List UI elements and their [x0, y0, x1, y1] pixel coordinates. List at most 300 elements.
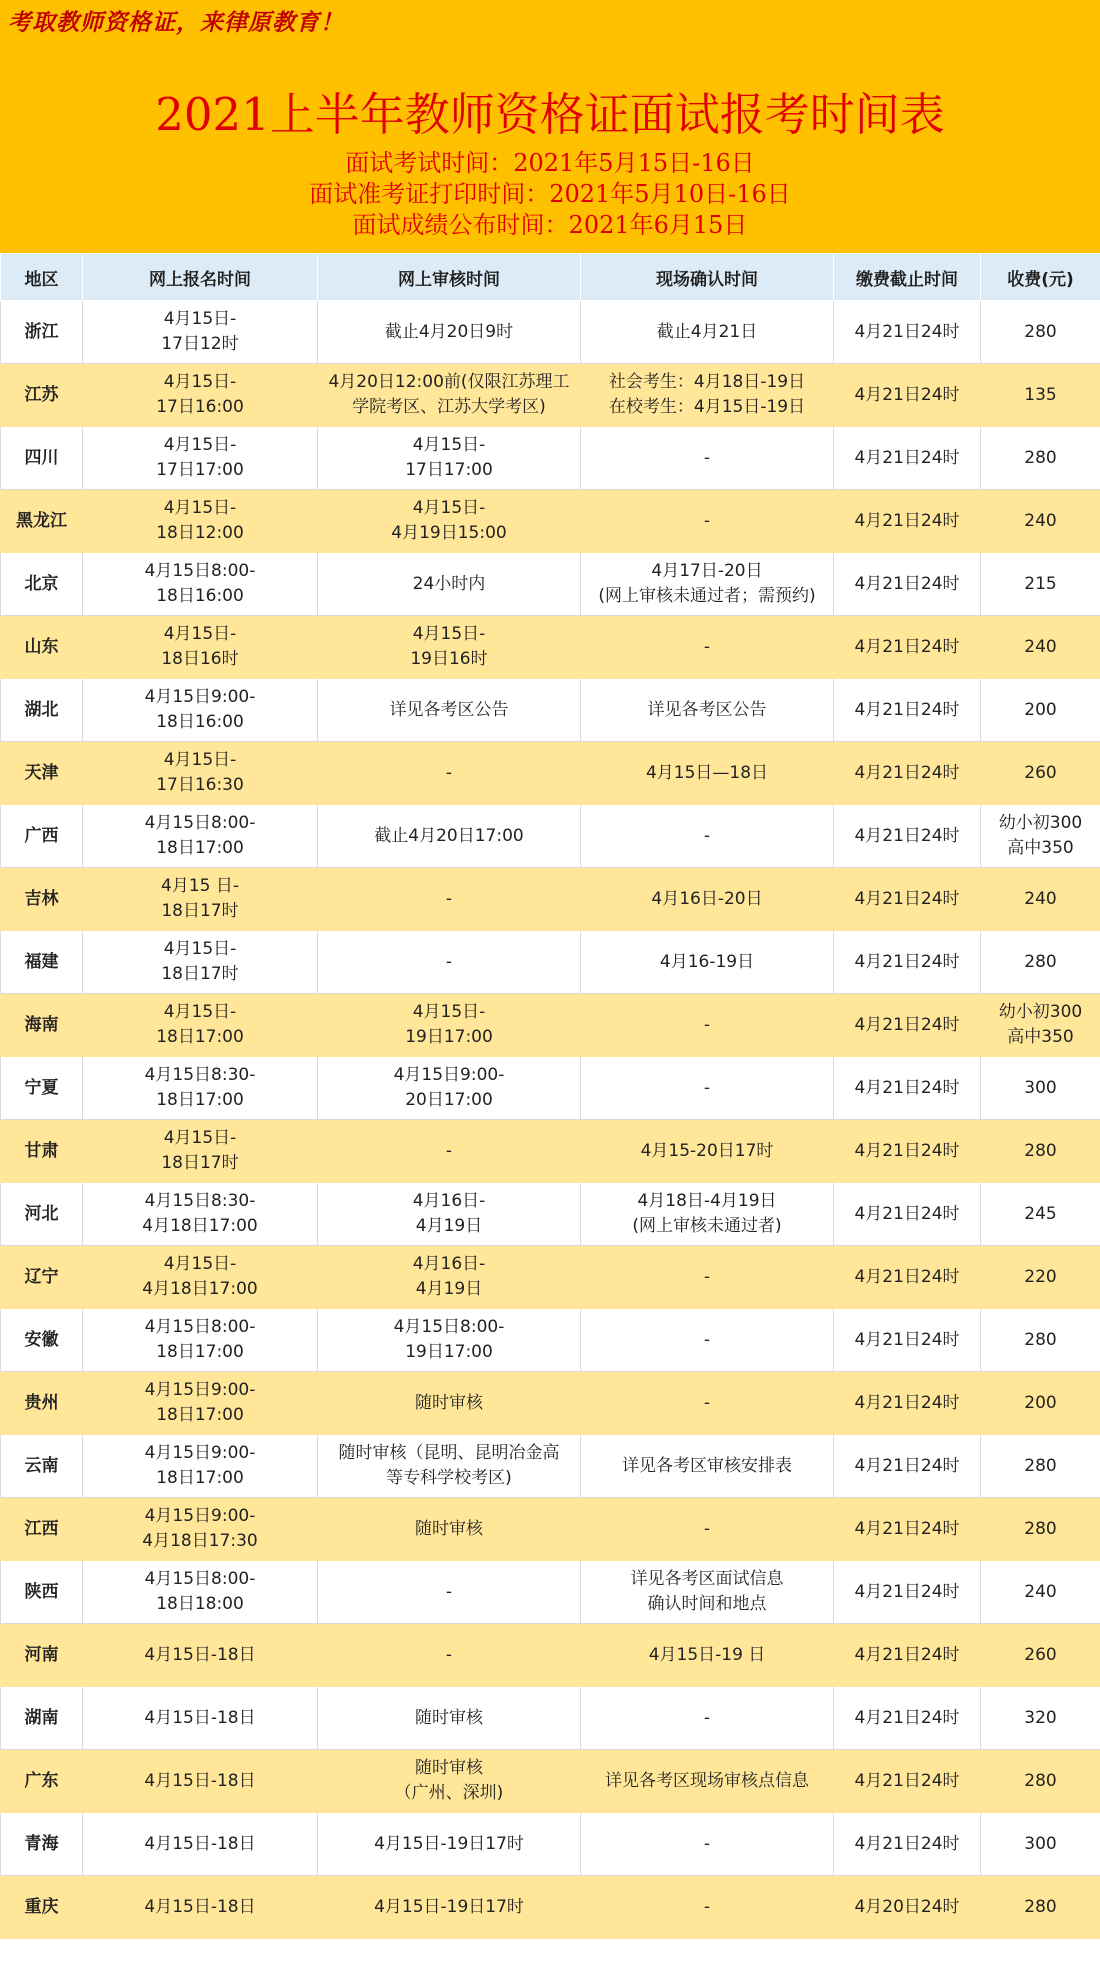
cell-text-line: 截止4月21日: [656, 321, 758, 342]
column-header-deadline: 缴费截止时间: [834, 254, 981, 301]
cell-text-line: 280: [1024, 1329, 1057, 1350]
cell-text-line: -: [703, 825, 711, 846]
cell-register-time: [83, 1057, 318, 1120]
cell-confirm-time: [581, 868, 834, 931]
cell-region: 辽宁: [1, 1246, 83, 1309]
cell-text-line: 4月15日9:00-: [144, 1380, 256, 1400]
cell-region: 云南: [1, 1435, 83, 1498]
cell-text-line: (网上审核未通过者；需预约): [598, 586, 816, 606]
cell-text-line: 18日17时: [161, 1153, 239, 1173]
table-row: [1, 1120, 1100, 1183]
cell-text-line: 19日17:00: [405, 1027, 493, 1047]
cell-payment-deadline: [834, 1687, 981, 1750]
cell-text-line: -: [445, 1581, 453, 1602]
cell-region: 江西: [1, 1498, 83, 1561]
cell-text-line: 4月15日-18日: [144, 1833, 256, 1854]
cell-text-line: 280: [1024, 1896, 1057, 1917]
cell-region: 山东: [1, 616, 83, 679]
table-row: [1, 1183, 1100, 1246]
cell-text-line: 4月20日24时: [854, 1896, 960, 1917]
cell-payment-deadline: [834, 1246, 981, 1309]
table-row: [1, 1624, 1100, 1687]
cell-text-line: 17日17:00: [156, 460, 244, 480]
table-row: [1, 994, 1100, 1057]
cell-fee: [981, 679, 1100, 742]
cell-region: 贵州: [1, 1372, 83, 1435]
cell-confirm-time: [581, 427, 834, 490]
cell-text-line: 社会考生：4月18日-19日: [608, 372, 806, 392]
cell-region: 青海: [1, 1813, 83, 1876]
cell-text-line: 4月21日24时: [854, 1770, 960, 1791]
cell-text-line: -: [445, 1140, 453, 1161]
cell-text-line: -: [703, 1266, 711, 1287]
cell-text-line: 240: [1024, 636, 1057, 657]
cell-payment-deadline: [834, 1183, 981, 1246]
cell-text-line: 4月15日-18日: [144, 1644, 256, 1665]
page-title: 2021上半年教师资格证面试报考时间表: [155, 88, 945, 141]
cell-review-time: [318, 1750, 581, 1813]
cell-fee: [981, 1435, 1100, 1498]
cell-text-line: 4月15日-18日: [144, 1707, 256, 1728]
cell-register-time: [83, 1561, 318, 1624]
cell-text-line: 4月15日-19 日: [648, 1644, 766, 1665]
table-row: [1, 679, 1100, 742]
cell-confirm-time: [581, 931, 834, 994]
cell-text-line: 4月15日-19日17时: [374, 1896, 524, 1917]
table-row: [1, 364, 1100, 427]
cell-text-line: 4月15日8:00-: [144, 1317, 256, 1337]
cell-fee: [981, 364, 1100, 427]
cell-confirm-time: [581, 1813, 834, 1876]
cell-review-time: [318, 742, 581, 805]
cell-text-line: 18日16:00: [156, 586, 244, 606]
cell-text-line: 4月15日9:00-: [393, 1065, 505, 1085]
cell-text-line: 4月21日24时: [854, 1329, 960, 1350]
cell-text-line: 280: [1024, 447, 1057, 468]
cell-text-line: 4月15日9:00-: [144, 687, 256, 707]
cell-text-line: -: [703, 1518, 711, 1539]
cell-text-line: 18日17:00: [156, 1027, 244, 1047]
cell-region: 安徽: [1, 1309, 83, 1372]
cell-payment-deadline: [834, 742, 981, 805]
cell-text-line: -: [445, 888, 453, 909]
cell-confirm-time: [581, 994, 834, 1057]
cell-text-line: -: [703, 1833, 711, 1854]
cell-fee: [981, 301, 1100, 364]
table-row: [1, 805, 1100, 868]
cell-fee: [981, 1057, 1100, 1120]
cell-text-line: 4月21日24时: [854, 762, 960, 783]
cell-text-line: 4月20日12:00前(仅限江苏理工: [328, 372, 570, 392]
cell-register-time: [83, 1624, 318, 1687]
cell-text-line: 24小时内: [412, 573, 486, 594]
cell-text-line: 18日17:00: [156, 1468, 244, 1488]
cell-text-line: 4月15日9:00-: [144, 1506, 256, 1526]
cell-text-line: 4月15日-: [163, 1128, 237, 1148]
cell-text-line: 4月15日8:30-: [144, 1065, 256, 1085]
cell-text-line: 18日17时: [161, 901, 239, 921]
cell-text-line: 4月21日24时: [854, 1518, 960, 1539]
cell-text-line: 240: [1024, 1581, 1057, 1602]
cell-text-line: 245: [1024, 1203, 1057, 1224]
cell-text-line: 280: [1024, 1518, 1057, 1539]
table-row: [1, 1435, 1100, 1498]
cell-text-line: 4月21日24时: [854, 384, 960, 405]
cell-region: 湖北: [1, 679, 83, 742]
table-row: [1, 1246, 1100, 1309]
table-row: [1, 1813, 1100, 1876]
cell-register-time: [83, 1246, 318, 1309]
cell-text-line: 4月18日17:00: [142, 1216, 258, 1236]
cell-review-time: [318, 364, 581, 427]
cell-register-time: [83, 1435, 318, 1498]
cell-text-line: 4月17日-20日: [651, 561, 763, 581]
cell-text-line: 随时审核（昆明、昆明冶金高: [338, 1443, 560, 1463]
cell-review-time: [318, 553, 581, 616]
cell-payment-deadline: [834, 1120, 981, 1183]
column-header-region: 地区: [1, 254, 83, 301]
cell-region: 陕西: [1, 1561, 83, 1624]
subtitle-exam-time: 面试考试时间：2021年5月15日-16日: [345, 149, 755, 177]
cell-text-line: 幼小初300: [998, 1002, 1083, 1022]
cell-text-line: 4月21日24时: [854, 1833, 960, 1854]
cell-text-line: 20日17:00: [405, 1090, 493, 1110]
table-row: [1, 742, 1100, 805]
cell-text-line: -: [703, 1014, 711, 1035]
cell-text-line: 4月21日24时: [854, 1581, 960, 1602]
cell-payment-deadline: [834, 1309, 981, 1372]
cell-text-line: 300: [1024, 1077, 1057, 1098]
subtitle-result-release: 面试成绩公布时间：2021年6月15日: [352, 211, 748, 239]
cell-payment-deadline: [834, 553, 981, 616]
cell-text-line: 4月21日24时: [854, 825, 960, 846]
cell-text-line: 随时审核: [415, 1758, 483, 1778]
cell-text-line: 4月15日-18日: [144, 1770, 256, 1791]
table-row: [1, 931, 1100, 994]
cell-confirm-time: [581, 1750, 834, 1813]
column-header-review: 网上审核时间: [318, 254, 581, 301]
cell-text-line: -: [445, 951, 453, 972]
cell-text-line: 200: [1024, 1392, 1057, 1413]
cell-region: 福建: [1, 931, 83, 994]
cell-fee: [981, 1246, 1100, 1309]
cell-text-line: -: [703, 1392, 711, 1413]
cell-text-line: 学院考区、江苏大学考区): [352, 397, 546, 417]
cell-review-time: [318, 1435, 581, 1498]
cell-text-line: 18日17:00: [156, 1342, 244, 1362]
cell-confirm-time: [581, 742, 834, 805]
slogan: 考取教师资格证，来律原教育！: [8, 9, 344, 36]
table-row: [1, 490, 1100, 553]
cell-text-line: 4月19日: [415, 1216, 483, 1236]
cell-text-line: 4月21日24时: [854, 888, 960, 909]
cell-text-line: 高中350: [1007, 1027, 1074, 1047]
cell-region: 四川: [1, 427, 83, 490]
cell-text-line: 4月15日-18日: [144, 1896, 256, 1917]
cell-region: 天津: [1, 742, 83, 805]
cell-text-line: 260: [1024, 1644, 1057, 1665]
cell-text-line: 280: [1024, 321, 1057, 342]
cell-text-line: 4月15日-: [412, 1002, 486, 1022]
cell-text-line: 4月16日-20日: [651, 888, 763, 909]
cell-region: 河北: [1, 1183, 83, 1246]
cell-text-line: 4月18日17:30: [142, 1531, 258, 1551]
cell-text-line: -: [703, 1896, 711, 1917]
cell-text-line: 4月16日-: [412, 1254, 486, 1274]
column-header-confirm: 现场确认时间: [581, 254, 834, 301]
cell-register-time: [83, 553, 318, 616]
cell-register-time: [83, 301, 318, 364]
cell-review-time: [318, 868, 581, 931]
cell-text-line: -: [703, 1329, 711, 1350]
cell-region: 重庆: [1, 1876, 83, 1939]
cell-text-line: 320: [1024, 1707, 1057, 1728]
cell-text-line: 详见各考区现场审核点信息: [605, 1770, 809, 1791]
cell-fee: [981, 931, 1100, 994]
cell-fee: [981, 1309, 1100, 1372]
cell-text-line: 4月15日—18日: [645, 762, 769, 783]
cell-fee: [981, 1876, 1100, 1939]
cell-text-line: 4月19日15:00: [391, 523, 507, 543]
table-row: [1, 1057, 1100, 1120]
cell-confirm-time: [581, 301, 834, 364]
cell-fee: [981, 1750, 1100, 1813]
cell-confirm-time: [581, 1309, 834, 1372]
table-row: [1, 553, 1100, 616]
cell-confirm-time: [581, 616, 834, 679]
cell-payment-deadline: [834, 490, 981, 553]
cell-review-time: [318, 1309, 581, 1372]
cell-fee: [981, 490, 1100, 553]
cell-confirm-time: [581, 805, 834, 868]
cell-text-line: 截止4月20日17:00: [374, 825, 524, 846]
cell-text-line: -: [445, 762, 453, 783]
cell-register-time: [83, 364, 318, 427]
cell-text-line: 4月15日-: [412, 498, 486, 518]
table-row: [1, 1561, 1100, 1624]
cell-text-line: 4月16-19日: [659, 951, 755, 972]
cell-fee: [981, 994, 1100, 1057]
cell-text-line: 280: [1024, 1455, 1057, 1476]
cell-payment-deadline: [834, 994, 981, 1057]
cell-fee: [981, 1813, 1100, 1876]
cell-payment-deadline: [834, 1813, 981, 1876]
cell-text-line: 4月21日24时: [854, 699, 960, 720]
header-banner: [0, 0, 1100, 253]
cell-text-line: 4月21日24时: [854, 573, 960, 594]
cell-fee: [981, 742, 1100, 805]
cell-payment-deadline: [834, 616, 981, 679]
cell-text-line: 4月15 日-: [161, 876, 239, 896]
cell-payment-deadline: [834, 1876, 981, 1939]
table-body: [1, 301, 1100, 1939]
cell-payment-deadline: [834, 1498, 981, 1561]
cell-text-line: 18日17:00: [156, 1090, 244, 1110]
cell-confirm-time: [581, 1372, 834, 1435]
cell-text-line: 4月15日8:00-: [144, 1569, 256, 1589]
cell-text-line: 4月15日-19日17时: [374, 1833, 524, 1854]
cell-text-line: -: [445, 1644, 453, 1665]
cell-review-time: [318, 805, 581, 868]
table-header-row: [1, 254, 1100, 301]
table-row: [1, 1372, 1100, 1435]
table-row: [1, 616, 1100, 679]
cell-text-line: 18日17:00: [156, 838, 244, 858]
cell-text-line: 4月19日: [415, 1279, 483, 1299]
cell-payment-deadline: [834, 427, 981, 490]
cell-text-line: 4月21日24时: [854, 1203, 960, 1224]
cell-confirm-time: [581, 553, 834, 616]
cell-text-line: 18日12:00: [156, 523, 244, 543]
cell-payment-deadline: [834, 1750, 981, 1813]
cell-text-line: 详见各考区公告: [389, 699, 509, 720]
cell-review-time: [318, 1876, 581, 1939]
table-row: [1, 1876, 1100, 1939]
cell-text-line: 随时审核: [415, 1707, 483, 1728]
cell-region: 江苏: [1, 364, 83, 427]
cell-confirm-time: [581, 1876, 834, 1939]
cell-text-line: -: [703, 510, 711, 531]
cell-text-line: 幼小初300: [998, 813, 1083, 833]
cell-text-line: (网上审核未通过者): [632, 1216, 782, 1236]
cell-text-line: 4月21日24时: [854, 447, 960, 468]
cell-payment-deadline: [834, 1372, 981, 1435]
cell-payment-deadline: [834, 679, 981, 742]
cell-review-time: [318, 1246, 581, 1309]
cell-region: 广西: [1, 805, 83, 868]
cell-review-time: [318, 1183, 581, 1246]
cell-register-time: [83, 1687, 318, 1750]
cell-text-line: 18日16:00: [156, 712, 244, 732]
cell-fee: [981, 1372, 1100, 1435]
cell-text-line: 4月15日8:00-: [144, 561, 256, 581]
cell-payment-deadline: [834, 301, 981, 364]
cell-register-time: [83, 616, 318, 679]
cell-region: 宁夏: [1, 1057, 83, 1120]
cell-review-time: [318, 1561, 581, 1624]
cell-review-time: [318, 1624, 581, 1687]
cell-payment-deadline: [834, 931, 981, 994]
cell-text-line: 4月15日-: [163, 435, 237, 455]
cell-text-line: 4月15日-: [163, 372, 237, 392]
cell-register-time: [83, 1120, 318, 1183]
cell-text-line: 17日12时: [161, 334, 239, 354]
cell-fee: [981, 427, 1100, 490]
table-row: [1, 1687, 1100, 1750]
cell-text-line: 19日16时: [410, 649, 488, 669]
cell-register-time: [83, 427, 318, 490]
cell-fee: [981, 616, 1100, 679]
cell-text-line: 18日16时: [161, 649, 239, 669]
cell-confirm-time: [581, 490, 834, 553]
cell-register-time: [83, 805, 318, 868]
cell-text-line: -: [703, 1077, 711, 1098]
cell-review-time: [318, 931, 581, 994]
cell-text-line: 截止4月20日9时: [384, 321, 514, 342]
cell-text-line: 17日17:00: [405, 460, 493, 480]
cell-register-time: [83, 1498, 318, 1561]
cell-confirm-time: [581, 1624, 834, 1687]
cell-text-line: 详见各考区公告: [647, 699, 767, 720]
cell-text-line: -: [703, 636, 711, 657]
cell-text-line: 4月21日24时: [854, 1392, 960, 1413]
cell-payment-deadline: [834, 1435, 981, 1498]
cell-text-line: 18日17:00: [156, 1405, 244, 1425]
cell-text-line: 17日16:00: [156, 397, 244, 417]
schedule-table: [0, 253, 1100, 1939]
cell-text-line: 300: [1024, 1833, 1057, 1854]
cell-review-time: [318, 1687, 581, 1750]
cell-review-time: [318, 1057, 581, 1120]
cell-text-line: 4月15日-: [163, 498, 237, 518]
cell-region: 北京: [1, 553, 83, 616]
column-header-register: 网上报名时间: [83, 254, 318, 301]
cell-region: 浙江: [1, 301, 83, 364]
cell-text-line: 4月15日-: [163, 939, 237, 959]
cell-payment-deadline: [834, 1561, 981, 1624]
cell-region: 广东: [1, 1750, 83, 1813]
cell-confirm-time: [581, 1120, 834, 1183]
cell-text-line: 4月15日-: [163, 750, 237, 770]
cell-register-time: [83, 742, 318, 805]
cell-fee: [981, 1498, 1100, 1561]
cell-review-time: [318, 994, 581, 1057]
cell-text-line: 4月15日8:30-: [144, 1191, 256, 1211]
cell-text-line: 详见各考区面试信息: [630, 1569, 784, 1589]
cell-register-time: [83, 1750, 318, 1813]
cell-fee: [981, 553, 1100, 616]
cell-review-time: [318, 1120, 581, 1183]
cell-fee: [981, 1624, 1100, 1687]
cell-text-line: 17日16:30: [156, 775, 244, 795]
cell-text-line: 280: [1024, 951, 1057, 972]
subtitle-block: [0, 148, 1100, 241]
cell-review-time: [318, 301, 581, 364]
cell-text-line: 280: [1024, 1770, 1057, 1791]
cell-confirm-time: [581, 1057, 834, 1120]
cell-fee: [981, 805, 1100, 868]
cell-confirm-time: [581, 364, 834, 427]
cell-review-time: [318, 1498, 581, 1561]
cell-payment-deadline: [834, 805, 981, 868]
cell-register-time: [83, 994, 318, 1057]
cell-text-line: 4月15日8:00-: [144, 813, 256, 833]
cell-text-line: 220: [1024, 1266, 1057, 1287]
cell-text-line: -: [703, 1707, 711, 1728]
table-row: [1, 1498, 1100, 1561]
table-row: [1, 1309, 1100, 1372]
cell-fee: [981, 868, 1100, 931]
cell-text-line: -: [703, 447, 711, 468]
subtitle-admission-print: 面试准考证打印时间：2021年5月10日-16日: [309, 180, 791, 208]
cell-register-time: [83, 490, 318, 553]
cell-fee: [981, 1120, 1100, 1183]
cell-text-line: 详见各考区审核安排表: [622, 1455, 792, 1476]
cell-text-line: 4月15日8:00-: [393, 1317, 505, 1337]
cell-text-line: 4月21日24时: [854, 1455, 960, 1476]
cell-text-line: 4月18日17:00: [142, 1279, 258, 1299]
cell-text-line: 240: [1024, 510, 1057, 531]
cell-register-time: [83, 868, 318, 931]
cell-text-line: 280: [1024, 1140, 1057, 1161]
cell-text-line: 4月21日24时: [854, 1077, 960, 1098]
cell-text-line: 随时审核: [415, 1392, 483, 1413]
cell-text-line: 4月18日-4月19日: [637, 1191, 777, 1211]
cell-payment-deadline: [834, 1624, 981, 1687]
cell-text-line: 确认时间和地点: [647, 1594, 767, 1614]
cell-text-line: 4月21日24时: [854, 321, 960, 342]
cell-text-line: 4月21日24时: [854, 1014, 960, 1035]
